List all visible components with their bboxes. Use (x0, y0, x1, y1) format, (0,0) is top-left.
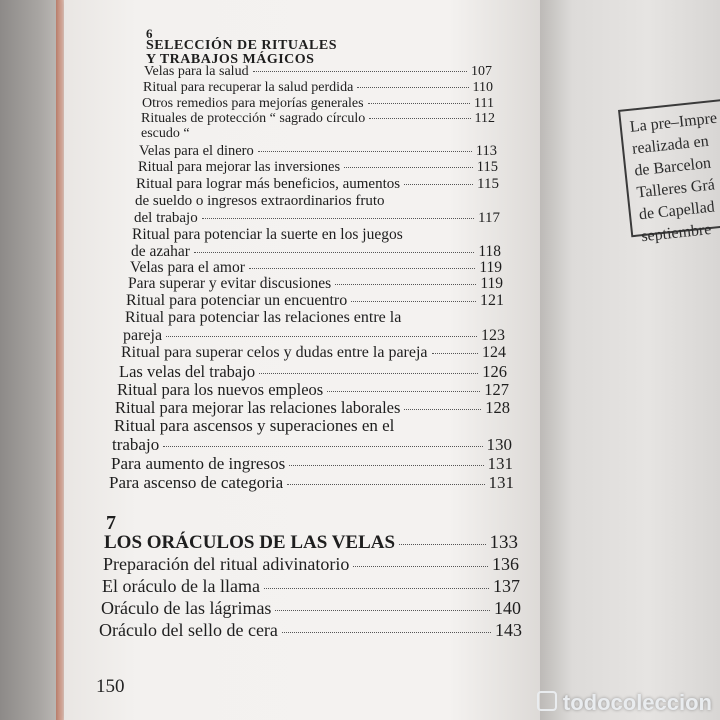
imprint-line: La pre–Impre (628, 109, 718, 136)
toc-entry (143, 80, 493, 96)
chapter-7-number: 7 (106, 512, 116, 534)
dot-leader (287, 484, 484, 485)
toc-entry-continuation: de sueldo o ingresos extraordinarios fruto (135, 193, 385, 209)
toc-entry-continuation: Ritual para potenciar la suerte en los juegos (132, 226, 403, 243)
toc-entry (112, 435, 512, 455)
toc-entry (126, 292, 504, 310)
entry-label: Oráculo del sello de cera (99, 620, 278, 640)
entry-label: Para ascenso de categoria (109, 473, 284, 492)
dot-leader (369, 118, 470, 119)
entry-label: Ritual para recuperar la salud perdida (143, 80, 354, 95)
entry-page: 111 (474, 96, 494, 111)
dot-leader (335, 284, 476, 285)
dot-leader (163, 446, 482, 447)
watermark-text: todocoleccion (562, 690, 712, 715)
entry-page: 107 (471, 64, 492, 79)
chapter-6-title-line2: Y TRABAJOS MÁGICOS (146, 52, 315, 67)
entry-label: Para aumento de ingresos (111, 454, 286, 473)
dot-leader (368, 103, 470, 104)
dot-leader (351, 301, 476, 302)
toc-entry (142, 96, 494, 112)
entry-page: 126 (482, 362, 507, 381)
dot-leader (259, 373, 478, 374)
imprint-line: realizada en (631, 132, 710, 158)
dot-leader (327, 391, 480, 392)
entry-page: 119 (479, 259, 502, 276)
entry-label: Oráculo de las lágrimas (101, 598, 272, 618)
page-number: 150 (96, 676, 125, 697)
toc-entry (134, 210, 500, 227)
entry-page: 136 (492, 554, 519, 574)
entry-label: Ritual para superar celos y dudas entre la pareja (121, 344, 428, 361)
toc-entry (119, 362, 507, 382)
entry-page: 137 (493, 576, 520, 596)
chapter-6-number: 6 (146, 26, 153, 41)
toc-entry (138, 159, 498, 176)
dot-leader (432, 353, 478, 354)
entry-label: Velas para la salud (144, 64, 249, 79)
toc-entry (139, 143, 497, 160)
entry-label: Preparación del ritual adivinatorio (103, 554, 350, 574)
toc-entry (117, 380, 509, 400)
entry-page: 130 (486, 435, 512, 454)
entry-label: de azahar (131, 243, 190, 260)
imprint-line: de Capellad (638, 198, 716, 224)
imprint-box (618, 94, 720, 246)
toc-entry (111, 454, 513, 474)
watermark (537, 690, 712, 716)
imprint-line: de Barcelon (633, 154, 712, 180)
entry-page: 115 (477, 176, 499, 192)
imprint-line: Talleres Grá (635, 176, 716, 202)
entry-page: 118 (478, 243, 501, 260)
dot-leader (357, 87, 468, 88)
entry-label: Ritual para los nuevos empleos (117, 380, 324, 399)
entry-page: 119 (480, 275, 503, 292)
entry-label: Velas para el amor (130, 259, 245, 276)
entry-page: 128 (485, 398, 510, 417)
dot-leader (399, 544, 485, 545)
entry-label: Ritual para mejorar las inversiones (138, 159, 341, 175)
entry-label: pareja (123, 327, 163, 344)
entry-page: 121 (480, 292, 504, 309)
toc-entry-continuation: escudo “ (141, 126, 190, 141)
dot-leader (258, 151, 472, 152)
dot-leader (194, 252, 474, 253)
entry-page: 131 (488, 473, 514, 492)
toc-entry-continuation: Ritual para ascensos y superaciones en el (114, 416, 395, 435)
entry-label: El oráculo de la llama (102, 576, 260, 596)
dot-leader (253, 71, 467, 72)
dot-leader (202, 218, 474, 219)
entry-page: 110 (472, 80, 493, 95)
entry-label: Para superar y evitar discusiones (128, 275, 332, 292)
entry-page: 143 (495, 620, 522, 640)
entry-page: 127 (484, 380, 509, 399)
toc-entry (141, 111, 495, 127)
entry-page: 113 (475, 143, 497, 159)
entry-page: 131 (487, 454, 513, 473)
toc-entry-continuation: Ritual para potenciar las relaciones entre la (125, 309, 402, 326)
dot-leader (264, 588, 489, 589)
entry-page: 115 (476, 159, 498, 175)
dot-leader (282, 632, 491, 633)
chapter-6-title-line1: SELECCIÓN DE RITUALES (146, 38, 337, 53)
toc-entry (99, 620, 522, 641)
entry-label: Ritual para lograr más beneficios, aumentos (136, 176, 401, 192)
dot-leader (344, 167, 473, 168)
entry-label: Las velas del trabajo (119, 362, 256, 381)
dot-leader (249, 268, 475, 269)
toc-entry (102, 576, 520, 597)
entry-page: 140 (494, 598, 521, 618)
toc-entry (109, 473, 514, 493)
toc-entry (136, 176, 499, 193)
toc-entry (121, 344, 506, 362)
entry-label: Velas para el dinero (139, 143, 254, 159)
entry-label: Ritual para mejorar las relaciones laborales (115, 398, 401, 417)
dot-leader (353, 566, 488, 567)
entry-page: 117 (478, 210, 500, 226)
dot-leader (166, 336, 477, 337)
chapter-7-heading (104, 532, 518, 554)
entry-page: 123 (481, 327, 505, 344)
dot-leader (275, 610, 490, 611)
entry-page: 112 (474, 111, 495, 126)
logo-icon (537, 691, 557, 711)
entry-page: 133 (489, 532, 518, 553)
toc-entry (128, 275, 503, 293)
toc-entry (115, 398, 510, 418)
entry-label: del trabajo (134, 210, 198, 226)
toc-entry (103, 554, 519, 575)
toc-entry (144, 64, 492, 80)
entry-label: Ritual para potenciar un encuentro (126, 292, 348, 309)
dot-leader (404, 184, 473, 185)
entry-label: trabajo (112, 435, 160, 454)
toc-entry (101, 598, 521, 619)
entry-label: Rituales de protección “ sagrado círculo (141, 111, 366, 126)
chapter-7-title: LOS ORÁCULOS DE LAS VELAS (104, 532, 396, 553)
dot-leader (404, 409, 481, 410)
toc-entry (123, 327, 505, 345)
entry-page: 124 (482, 344, 506, 361)
entry-label: Otros remedios para mejorías generales (142, 96, 364, 111)
dot-leader (289, 465, 483, 466)
imprint-line: septiembre (640, 220, 713, 246)
